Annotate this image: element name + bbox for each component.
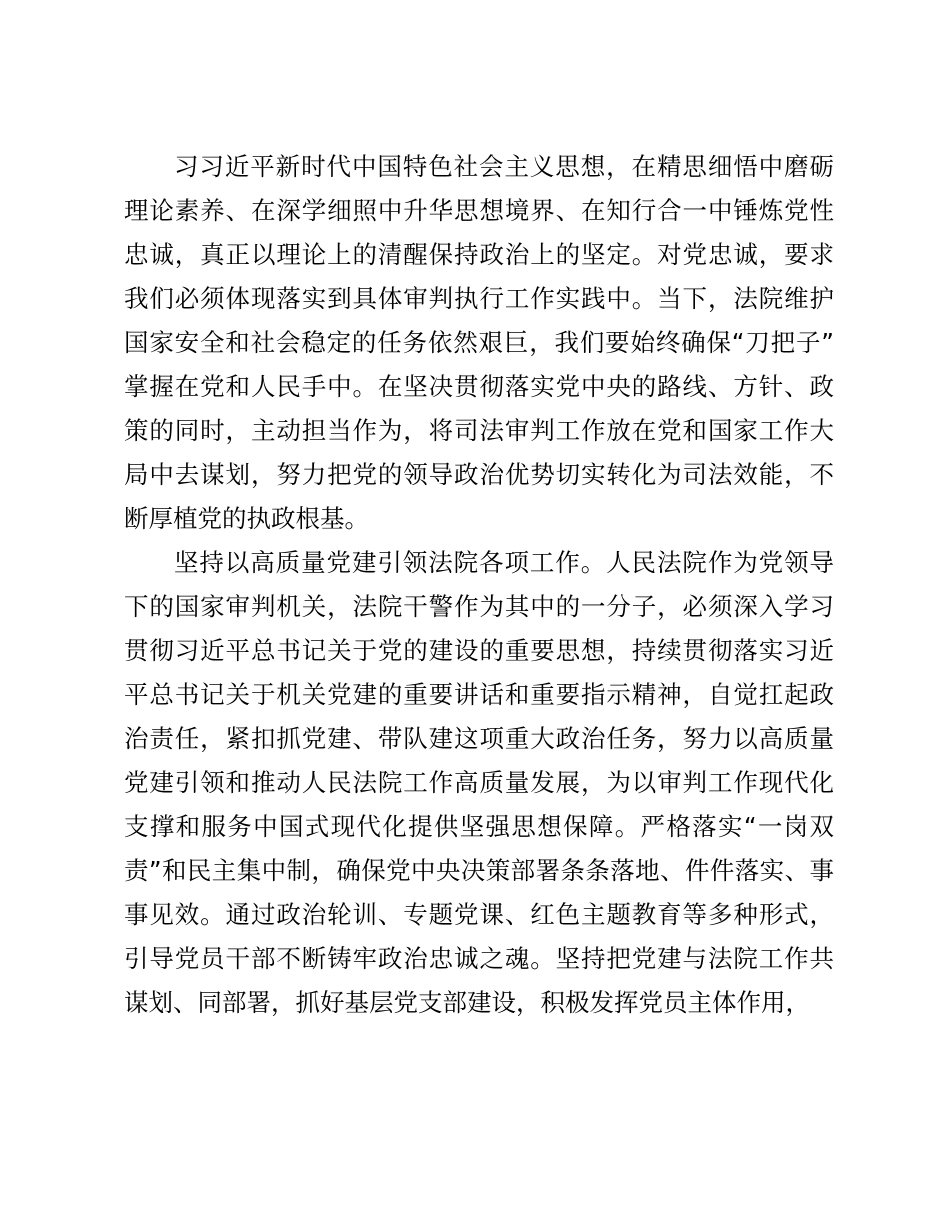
text-line: 掌握在党和人民手中。在坚决贯彻落实党中央的路线、方针、政	[124, 372, 834, 401]
text-line: 国家安全和社会稳定的任务依然艰巨，我们要始终确保“刀把子”	[124, 328, 834, 357]
text-line: 引导党员干部不断铸牢政治忠诚之魂。坚持把党建与法院工作共	[124, 944, 834, 973]
paragraph-1	[124, 145, 834, 541]
text-line: 坚持以高质量党建引领法院各项工作。人民法院作为党领导	[174, 548, 834, 577]
text-line: 治责任，紧扣抓党建、带队建这项重大政治任务，努力以高质量	[124, 724, 834, 753]
text-line: 责”和民主集中制，确保党中央决策部署条条落地、件件落实、事	[124, 856, 834, 885]
text-line: 下的国家审判机关，法院干警作为其中的一分子，必须深入学习	[124, 592, 834, 621]
text-line: 断厚植党的执政根基。	[124, 504, 369, 533]
text-line: 忠诚，真正以理论上的清醒保持政治上的坚定。对党忠诚，要求	[124, 240, 834, 269]
text-line: 贯彻习近平总书记关于党的建设的重要思想，持续贯彻落实习近	[124, 636, 834, 665]
text-line: 局中去谋划，努力把党的领导政治优势切实转化为司法效能，不	[124, 460, 834, 489]
text-line: 党建引领和推动人民法院工作高质量发展，为以审判工作现代化	[124, 768, 834, 797]
text-line: 策的同时，主动担当作为，将司法审判工作放在党和国家工作大	[124, 416, 834, 445]
text-line: 平总书记关于机关党建的重要讲话和重要指示精神，自觉扛起政	[124, 680, 834, 709]
text-line: 习习近平新时代中国特色社会主义思想，在精思细悟中磨砺	[174, 152, 834, 181]
paragraph-2	[124, 541, 834, 1025]
text-line: 事见效。通过政治轮训、专题党课、红色主题教育等多种形式，	[124, 900, 834, 929]
text-line: 支撑和服务中国式现代化提供坚强思想保障。严格落实“一岗双	[124, 812, 834, 841]
text-line: 谋划、同部署，抓好基层党支部建设，积极发挥党员主体作用，	[124, 988, 810, 1017]
text-line: 我们必须体现落实到具体审判执行工作实践中。当下，法院维护	[124, 284, 834, 313]
text-line: 理论素养、在深学细照中升华思想境界、在知行合一中锤炼党性	[124, 196, 834, 225]
body-text	[124, 145, 834, 1025]
